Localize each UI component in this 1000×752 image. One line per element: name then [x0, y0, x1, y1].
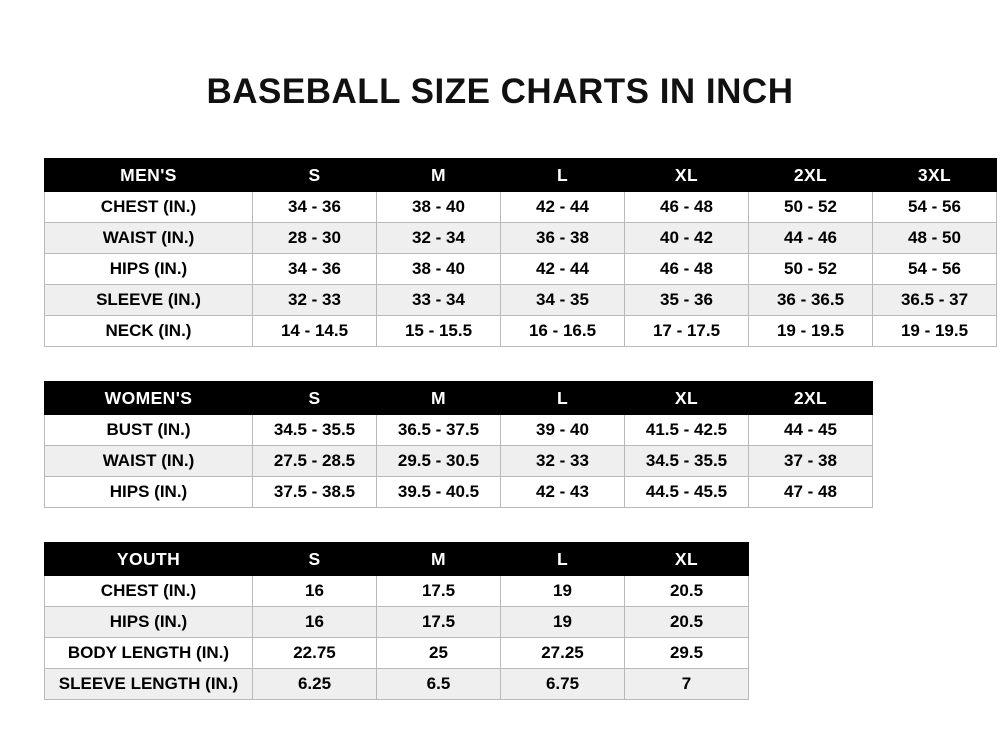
- row-label: BODY LENGTH (IN.): [45, 638, 253, 669]
- womens-header-category: WOMEN'S: [45, 382, 253, 415]
- cell: 39.5 - 40.5: [377, 477, 501, 508]
- cell: 38 - 40: [377, 192, 501, 223]
- cell: 34.5 - 35.5: [253, 415, 377, 446]
- cell: 17.5: [377, 607, 501, 638]
- mens-table-body: [45, 192, 997, 347]
- cell: 33 - 34: [377, 285, 501, 316]
- cell: 20.5: [625, 576, 749, 607]
- row-label: SLEEVE LENGTH (IN.): [45, 669, 253, 700]
- cell: 34 - 36: [253, 192, 377, 223]
- cell: 16: [253, 607, 377, 638]
- womens-header-l: L: [501, 382, 625, 415]
- youth-header-category: YOUTH: [45, 543, 253, 576]
- page-title: BASEBALL SIZE CHARTS IN INCH: [206, 72, 794, 111]
- cell: 36 - 38: [501, 223, 625, 254]
- table-header-row: [45, 382, 873, 415]
- cell: 17.5: [377, 576, 501, 607]
- womens-table-header: [45, 382, 873, 415]
- cell: 15 - 15.5: [377, 316, 501, 347]
- womens-size-table: [44, 381, 873, 508]
- cell: 19: [501, 576, 625, 607]
- table-row: [45, 254, 997, 285]
- table-header-row: [45, 543, 749, 576]
- womens-header-s: S: [253, 382, 377, 415]
- row-label: CHEST (IN.): [45, 192, 253, 223]
- youth-header-xl: XL: [625, 543, 749, 576]
- cell: 27.25: [501, 638, 625, 669]
- cell: 54 - 56: [873, 254, 997, 285]
- cell: 20.5: [625, 607, 749, 638]
- cell: 25: [377, 638, 501, 669]
- cell: 28 - 30: [253, 223, 377, 254]
- cell: 46 - 48: [625, 192, 749, 223]
- cell: 16: [253, 576, 377, 607]
- cell: 50 - 52: [749, 254, 873, 285]
- cell: 36.5 - 37: [873, 285, 997, 316]
- cell: 50 - 52: [749, 192, 873, 223]
- table-row: [45, 638, 749, 669]
- cell: 32 - 34: [377, 223, 501, 254]
- cell: 34 - 35: [501, 285, 625, 316]
- cell: 42 - 43: [501, 477, 625, 508]
- cell: 46 - 48: [625, 254, 749, 285]
- cell: 44 - 45: [749, 415, 873, 446]
- cell: 40 - 42: [625, 223, 749, 254]
- cell: 36 - 36.5: [749, 285, 873, 316]
- cell: 32 - 33: [253, 285, 377, 316]
- mens-size-table: [44, 158, 997, 347]
- womens-header-xl: XL: [625, 382, 749, 415]
- cell: 36.5 - 37.5: [377, 415, 501, 446]
- cell: 35 - 36: [625, 285, 749, 316]
- cell: 6.5: [377, 669, 501, 700]
- row-label: WAIST (IN.): [45, 223, 253, 254]
- cell: 17 - 17.5: [625, 316, 749, 347]
- cell: 37 - 38: [749, 446, 873, 477]
- row-label: BUST (IN.): [45, 415, 253, 446]
- womens-table-body: [45, 415, 873, 508]
- youth-table-header: [45, 543, 749, 576]
- table-row: [45, 223, 997, 254]
- youth-header-m: M: [377, 543, 501, 576]
- cell: 44 - 46: [749, 223, 873, 254]
- cell: 6.75: [501, 669, 625, 700]
- row-label: NECK (IN.): [45, 316, 253, 347]
- cell: 32 - 33: [501, 446, 625, 477]
- mens-header-3xl: 3XL: [873, 159, 997, 192]
- youth-size-table: [44, 542, 749, 700]
- cell: 47 - 48: [749, 477, 873, 508]
- size-tables-container: [0, 158, 1000, 700]
- cell: 41.5 - 42.5: [625, 415, 749, 446]
- cell: 16 - 16.5: [501, 316, 625, 347]
- cell: 19: [501, 607, 625, 638]
- cell: 37.5 - 38.5: [253, 477, 377, 508]
- cell: 19 - 19.5: [749, 316, 873, 347]
- womens-header-2xl: 2XL: [749, 382, 873, 415]
- cell: 22.75: [253, 638, 377, 669]
- cell: 44.5 - 45.5: [625, 477, 749, 508]
- table-row: [45, 192, 997, 223]
- cell: 6.25: [253, 669, 377, 700]
- table-header-row: [45, 159, 997, 192]
- cell: 42 - 44: [501, 192, 625, 223]
- cell: 29.5: [625, 638, 749, 669]
- table-row: [45, 477, 873, 508]
- table-row: [45, 576, 749, 607]
- mens-header-m: M: [377, 159, 501, 192]
- cell: 39 - 40: [501, 415, 625, 446]
- row-label: SLEEVE (IN.): [45, 285, 253, 316]
- mens-header-xl: XL: [625, 159, 749, 192]
- cell: 7: [625, 669, 749, 700]
- cell: 14 - 14.5: [253, 316, 377, 347]
- youth-header-s: S: [253, 543, 377, 576]
- mens-header-s: S: [253, 159, 377, 192]
- table-row: [45, 285, 997, 316]
- womens-header-m: M: [377, 382, 501, 415]
- youth-table-body: [45, 576, 749, 700]
- cell: 38 - 40: [377, 254, 501, 285]
- mens-table-header: [45, 159, 997, 192]
- row-label: HIPS (IN.): [45, 254, 253, 285]
- row-label: HIPS (IN.): [45, 477, 253, 508]
- row-label: HIPS (IN.): [45, 607, 253, 638]
- cell: 27.5 - 28.5: [253, 446, 377, 477]
- row-label: WAIST (IN.): [45, 446, 253, 477]
- cell: 54 - 56: [873, 192, 997, 223]
- mens-header-l: L: [501, 159, 625, 192]
- cell: 34.5 - 35.5: [625, 446, 749, 477]
- table-row: [45, 669, 749, 700]
- cell: 42 - 44: [501, 254, 625, 285]
- table-row: [45, 316, 997, 347]
- mens-header-2xl: 2XL: [749, 159, 873, 192]
- cell: 48 - 50: [873, 223, 997, 254]
- cell: 19 - 19.5: [873, 316, 997, 347]
- table-row: [45, 446, 873, 477]
- cell: 29.5 - 30.5: [377, 446, 501, 477]
- table-row: [45, 607, 749, 638]
- row-label: CHEST (IN.): [45, 576, 253, 607]
- cell: 34 - 36: [253, 254, 377, 285]
- mens-header-category: MEN'S: [45, 159, 253, 192]
- youth-header-l: L: [501, 543, 625, 576]
- table-row: [45, 415, 873, 446]
